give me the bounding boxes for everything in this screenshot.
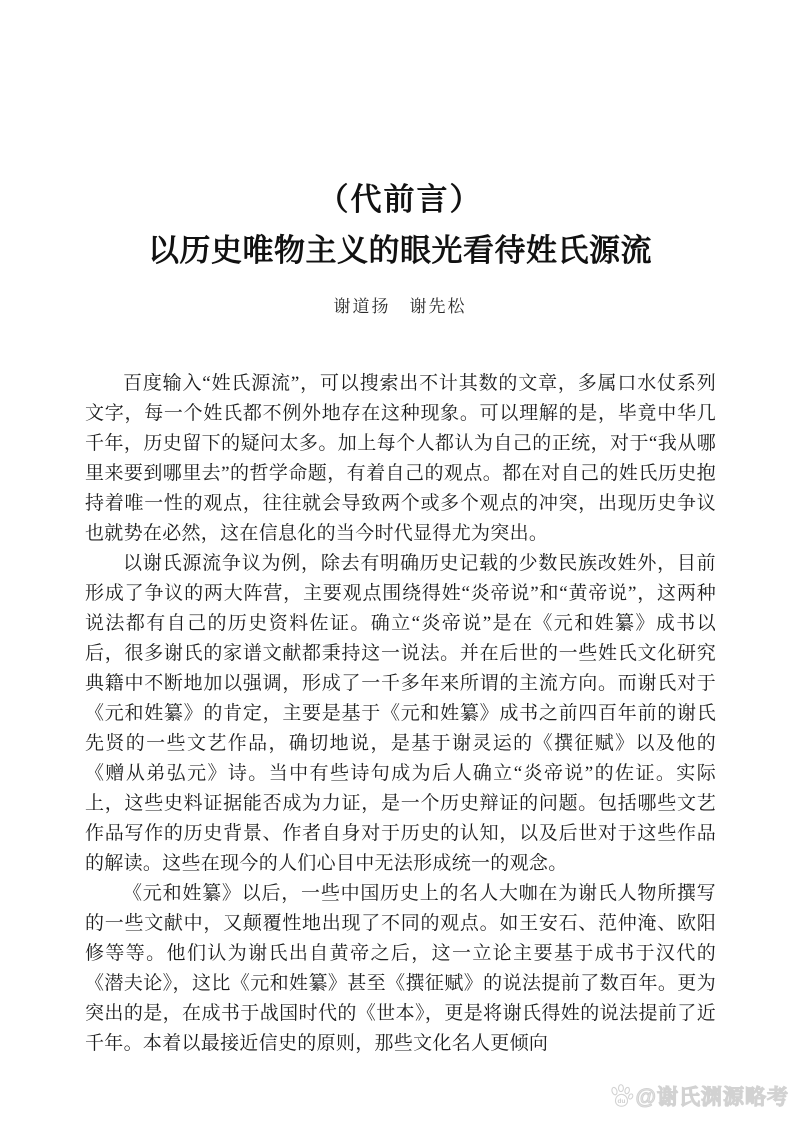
paw-du-label: du: [617, 1097, 625, 1105]
watermark-text: @谢氏渊源略考: [635, 1086, 789, 1109]
body-paragraph: 以谢氏源流争议为例，除去有明确历史记载的少数民族改姓外，目前形成了争议的两大阵营，主要观点围绕得姓“炎帝说”和“黄帝说”，这两种说法都有自己的历史资料佐证。确立“炎帝说”是在《元和姓纂》成书以后，很多谢氏的家谱文献都秉持这一说法。并在后世的一些姓氏文化研究典籍中不断地加以强调，形成了一千多年来所谓的主流方向。而谢氏对于《元和姓纂》的肯定，主要是基于《元和姓纂》成书之前四百年前的谢氏先贤的一些文艺作品，确切地说，是基于谢灵运的《撰征赋》以及他的《赠从弟弘元》诗。当中有些诗句成为后人确立“炎帝说”的佐证。实际上，这些史料证据能否成为力证，是一个历史辩证的问题。包括哪些文艺作品写作的历史背景、作者自身对于历史的认知，以及后世对于这些作品的解读。这些在现今的人们心目中无法形成统一的观念。: [85, 553, 716, 874]
page-title: （代前言）: [317, 182, 483, 217]
page-subtitle: 以历史唯物主义的眼光看待姓氏源流: [148, 233, 652, 268]
body-paragraph: 百度输入“姓氏源流”，可以搜索出不计其数的文章，多属口水仗系列文字，每一个姓氏都不例外地存在这种现象。可以理解的是，毕竟中华几千年，历史留下的疑问太多。加上每个人都认为自己的正统，对于“我从哪里来要到哪里去”的哲学命题，有着自己的观点。都在对自己的姓氏历史抱持着唯一性的观点，往往就会导致两个或多个观点的冲突，出现历史争议也就势在必然，这在信息化的当今时代显得尤为突出。: [85, 373, 716, 544]
body-paragraph: 《元和姓纂》以后，一些中国历史上的名人大咖在为谢氏人物所撰写的一些文献中，又颠覆性地出现了不同的观点。如王安石、范仲淹、欧阳修等等。他们认为谢氏出自黄帝之后，这一立论主要基于成书于汉代的《潜夫论》，这比《元和姓纂》甚至《撰征赋》的说法提前了数百年。更为突出的是，在成书于战国时代的《世本》，更是将谢氏得姓的说法提前了近千年。本着以最接近信史的原则，那些文化名人更倾向: [85, 883, 716, 1054]
body-text: [0, 369, 800, 1059]
baidu-paw-icon: [608, 1083, 635, 1110]
authors-line: 谢道扬 谢先松: [333, 297, 467, 316]
watermark: [608, 1081, 789, 1111]
